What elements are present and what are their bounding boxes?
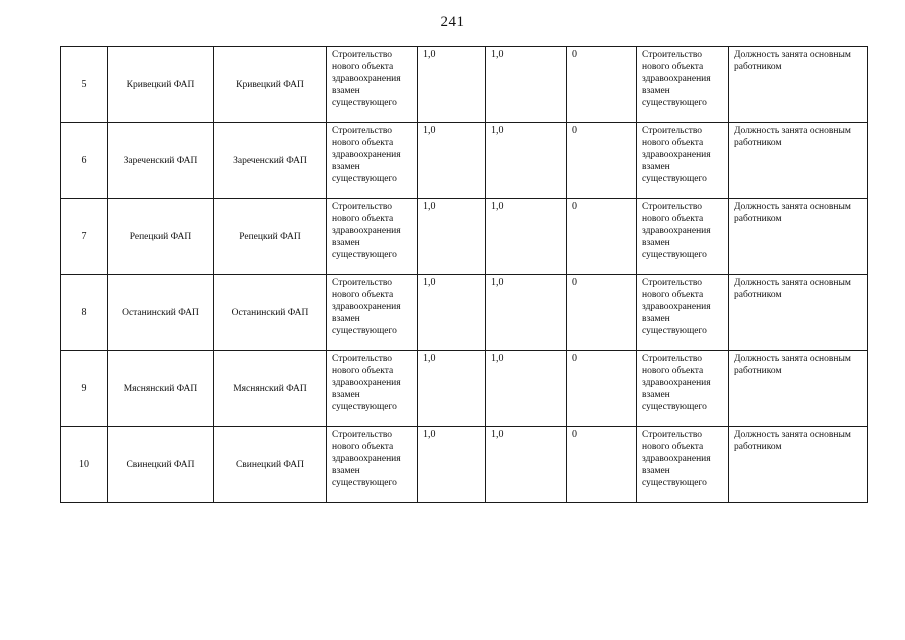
planned-measure: Строительство нового объекта здравоохранения взамен существующего bbox=[327, 427, 418, 503]
activity: Строительство нового объекта здравоохранения взамен существующего bbox=[637, 427, 729, 503]
value-1: 1,0 bbox=[418, 275, 486, 351]
staffing-status: Должность занята основным работником bbox=[729, 47, 868, 123]
planned-measure: Строительство нового объекта здравоохранения взамен существующего bbox=[327, 47, 418, 123]
planned-measure: Строительство нового объекта здравоохранения взамен существующего bbox=[327, 199, 418, 275]
planned-measure: Строительство нового объекта здравоохранения взамен существующего bbox=[327, 351, 418, 427]
facility-name: Мяснянский ФАП bbox=[108, 351, 214, 427]
activity: Строительство нового объекта здравоохранения взамен существующего bbox=[637, 123, 729, 199]
facility-name: Останинский ФАП bbox=[108, 275, 214, 351]
value-3: 0 bbox=[567, 275, 637, 351]
building-name: Зареченский ФАП bbox=[214, 123, 327, 199]
value-2: 1,0 bbox=[486, 47, 567, 123]
row-number: 9 bbox=[61, 351, 108, 427]
table-row bbox=[61, 199, 868, 275]
table-row bbox=[61, 123, 868, 199]
value-1: 1,0 bbox=[418, 47, 486, 123]
staffing-status: Должность занята основным работником bbox=[729, 351, 868, 427]
staffing-status: Должность занята основным работником bbox=[729, 427, 868, 503]
value-1: 1,0 bbox=[418, 427, 486, 503]
value-3: 0 bbox=[567, 123, 637, 199]
facility-name: Свинецкий ФАП bbox=[108, 427, 214, 503]
activity: Строительство нового объекта здравоохранения взамен существующего bbox=[637, 351, 729, 427]
table-row bbox=[61, 275, 868, 351]
value-1: 1,0 bbox=[418, 199, 486, 275]
activity: Строительство нового объекта здравоохранения взамен существующего bbox=[637, 47, 729, 123]
activity: Строительство нового объекта здравоохранения взамен существующего bbox=[637, 275, 729, 351]
value-2: 1,0 bbox=[486, 427, 567, 503]
value-3: 0 bbox=[567, 47, 637, 123]
table-row bbox=[61, 47, 868, 123]
staffing-status: Должность занята основным работником bbox=[729, 275, 868, 351]
building-name: Останинский ФАП bbox=[214, 275, 327, 351]
value-2: 1,0 bbox=[486, 199, 567, 275]
value-1: 1,0 bbox=[418, 351, 486, 427]
facility-name: Кривецкий ФАП bbox=[108, 47, 214, 123]
building-name: Кривецкий ФАП bbox=[214, 47, 327, 123]
building-name: Репецкий ФАП bbox=[214, 199, 327, 275]
planned-measure: Строительство нового объекта здравоохранения взамен существующего bbox=[327, 123, 418, 199]
facility-table bbox=[60, 46, 868, 503]
building-name: Мяснянский ФАП bbox=[214, 351, 327, 427]
value-2: 1,0 bbox=[486, 275, 567, 351]
value-3: 0 bbox=[567, 427, 637, 503]
row-number: 10 bbox=[61, 427, 108, 503]
value-1: 1,0 bbox=[418, 123, 486, 199]
value-3: 0 bbox=[567, 199, 637, 275]
page-number: 241 bbox=[440, 14, 465, 30]
table-row bbox=[61, 351, 868, 427]
building-name: Свинецкий ФАП bbox=[214, 427, 327, 503]
facility-name: Репецкий ФАП bbox=[108, 199, 214, 275]
value-3: 0 bbox=[567, 351, 637, 427]
row-number: 5 bbox=[61, 47, 108, 123]
row-number: 8 bbox=[61, 275, 108, 351]
staffing-status: Должность занята основным работником bbox=[729, 199, 868, 275]
value-2: 1,0 bbox=[486, 351, 567, 427]
facility-name: Зареченский ФАП bbox=[108, 123, 214, 199]
activity: Строительство нового объекта здравоохранения взамен существующего bbox=[637, 199, 729, 275]
row-number: 6 bbox=[61, 123, 108, 199]
table-row bbox=[61, 427, 868, 503]
staffing-status: Должность занята основным работником bbox=[729, 123, 868, 199]
row-number: 7 bbox=[61, 199, 108, 275]
value-2: 1,0 bbox=[486, 123, 567, 199]
planned-measure: Строительство нового объекта здравоохранения взамен существующего bbox=[327, 275, 418, 351]
